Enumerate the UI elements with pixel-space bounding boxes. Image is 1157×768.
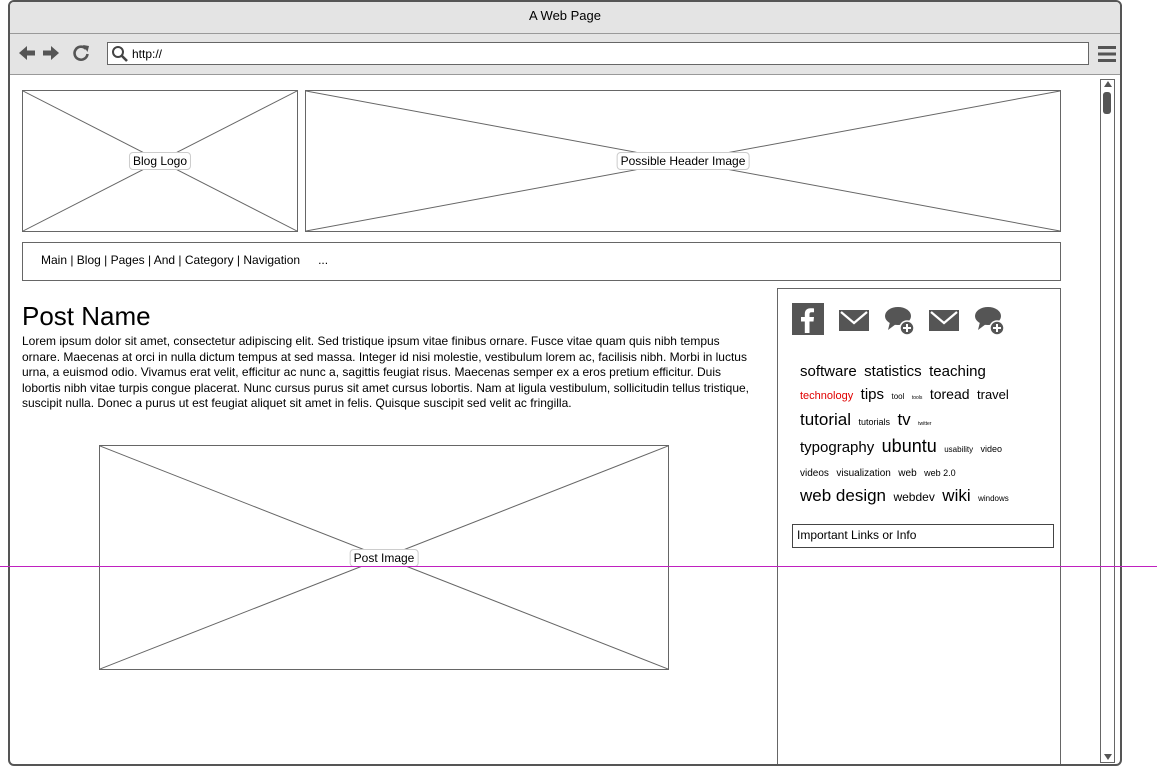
blog-logo-label: Blog Logo: [129, 152, 191, 170]
tag[interactable]: web 2.0: [924, 468, 956, 478]
facebook-icon[interactable]: [792, 303, 826, 337]
tag[interactable]: web: [898, 468, 917, 479]
header-image-placeholder: [305, 90, 1061, 232]
tag[interactable]: web design: [800, 486, 887, 505]
post-image-label: Post Image: [350, 549, 419, 567]
tag[interactable]: tips: [860, 386, 885, 403]
browser-window: [8, 0, 1122, 766]
browser-toolbar: [10, 34, 1120, 75]
guide-line: [0, 566, 1157, 567]
page-content: [10, 76, 1120, 764]
chat-add-icon[interactable]: [883, 303, 917, 337]
mail-icon[interactable]: [837, 303, 871, 337]
forward-arrow-icon[interactable]: [41, 43, 61, 63]
tag[interactable]: typography: [800, 439, 875, 456]
scroll-down-arrow-icon[interactable]: [1104, 754, 1112, 760]
tag-cloud: [800, 361, 1036, 510]
vertical-scrollbar[interactable]: [1100, 79, 1115, 763]
header-image-label: Possible Header Image: [617, 152, 750, 170]
tag[interactable]: statistics: [864, 363, 922, 380]
tag[interactable]: usability: [944, 445, 974, 454]
tag[interactable]: ubuntu: [881, 436, 937, 456]
url-input[interactable]: [132, 45, 1072, 62]
hamburger-menu-icon[interactable]: [1097, 45, 1117, 63]
chat-add-icon[interactable]: [973, 303, 1007, 337]
main-navigation: [22, 242, 1061, 281]
tag[interactable]: travel: [977, 387, 1009, 402]
important-links-box[interactable]: Important Links or Info: [792, 524, 1054, 548]
tag[interactable]: tutorials: [858, 417, 890, 427]
navigation-links[interactable]: Main | Blog | Pages | And | Category | Navigation: [41, 253, 301, 267]
tag[interactable]: software: [800, 363, 857, 380]
tag[interactable]: tv: [897, 410, 911, 429]
post-body: Lorem ipsum dolor sit amet, consectetur adipiscing elit. Sed tristique ipsum vitae finibus ornare. Fusce vitae quam quis nibh tempus ornare. Maecenas at orci in nulla dictum tempus at sed massa. Integer id nisi molestie, vestibulum lorem ac, facilisis nibh. Morbi in luctus urna, a euismod odio. Vivamus erat velit, efficitur ac nunc a, sagittis feugiat risus. Maecenas semper ex a eros pretium efficitur. Duis lobortis nibh vitae turpis congue placerat. Nunc cursus purus sit amet cursus lobortis. Nam at ligula vestibulum, sollicitudin tellus tristique, suscipit nulla. Donec a purus ut est feugiat aliquet sit amet in felis. Quisque suscipit sed velit ac fringilla.: [22, 334, 749, 410]
tag[interactable]: tools: [911, 395, 923, 401]
navigation-more[interactable]: ...: [318, 253, 329, 267]
mail-icon[interactable]: [927, 303, 961, 337]
sidebar: [777, 288, 1061, 766]
tag[interactable]: video: [980, 444, 1003, 454]
blog-logo-placeholder[interactable]: [22, 90, 298, 232]
search-icon: [111, 45, 129, 63]
tag[interactable]: visualization: [836, 468, 891, 479]
tag[interactable]: technology: [800, 390, 854, 402]
tag[interactable]: twitter: [918, 421, 932, 427]
address-bar[interactable]: [107, 42, 1089, 65]
post-image-placeholder: [99, 445, 669, 670]
tag[interactable]: webdev: [893, 490, 935, 504]
scroll-up-arrow-icon[interactable]: [1104, 81, 1112, 87]
tag[interactable]: windows: [978, 494, 1009, 503]
tag[interactable]: teaching: [929, 363, 986, 380]
back-arrow-icon[interactable]: [17, 43, 37, 63]
window-title: A Web Page: [10, 2, 1120, 34]
post-title: Post Name: [22, 301, 151, 331]
tag[interactable]: toread: [929, 386, 970, 402]
scroll-thumb[interactable]: [1103, 92, 1111, 114]
tag[interactable]: wiki: [942, 486, 971, 505]
tag[interactable]: tool: [891, 392, 905, 401]
tag[interactable]: videos: [800, 468, 829, 479]
reload-icon[interactable]: [71, 43, 91, 63]
tag[interactable]: tutorial: [800, 410, 852, 429]
